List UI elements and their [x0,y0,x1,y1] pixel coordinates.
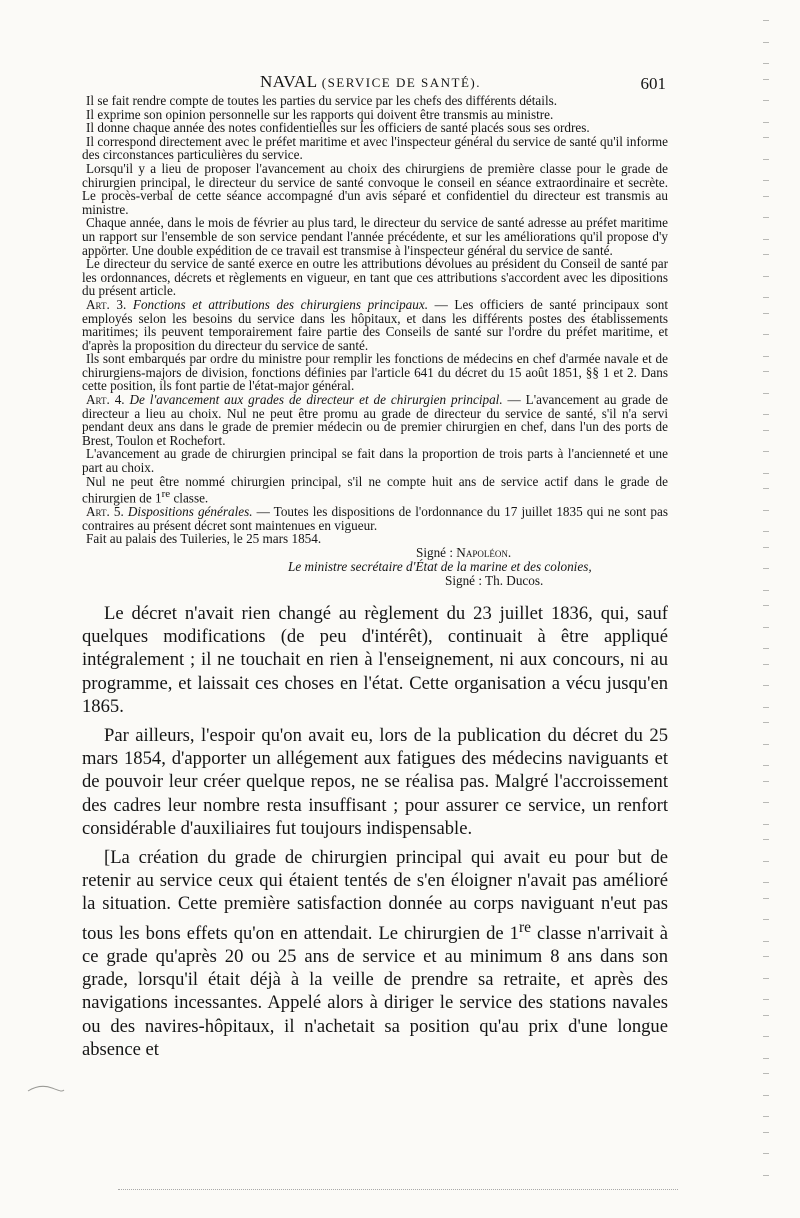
paragraph [82,475,668,506]
signature-ducos: Signé : Th. Ducos. [445,572,544,588]
scan-tick [763,765,769,766]
scan-tick [763,781,769,782]
running-title [260,72,481,92]
scan-tick [763,473,769,474]
scan-tick [763,313,769,314]
scan-tick [763,42,769,43]
paragraph: Ils sont embarqués par ordre du ministre pour remplir les fonctions de médecins en chef d'armée navale et de chirurgiens-majors de division, fonctions définies par l'article 641 du décret du 15 août 1851, §§ 1 et 2. Dans cette position, ils font partie de l'état-major général. [82,351,668,394]
scan-tick [763,568,769,569]
scan-tick [763,547,769,548]
scan-tick [763,63,769,64]
scan-tick [763,1015,769,1016]
document-page [82,66,668,1067]
running-title-sub: (SERVICE DE SANTÉ). [321,75,481,90]
text-run: Nul ne peut être nommé chirurgien principal, s'il ne compte huit ans de service actif dans le grade de chirurgien de 1 [82,473,668,506]
scan-tick [763,999,769,1000]
paragraph: Lorsqu'il y a lieu de proposer l'avancement au choix des chirurgiens de première classe pour le grade de chirurgien principal, le directeur du service de santé convoque le conseil en séance extraordinaire et secrète. Le procès-verbal de cette séance accompagné d'un avis séparé et confidentiel du directeur est transmis au ministre. [82,160,668,217]
scan-tick [763,1073,769,1074]
scan-tick [763,196,769,197]
scan-tick [763,978,769,979]
scan-tick [763,122,769,123]
scan-tick [763,802,769,803]
scan-tick [763,20,769,21]
closing-line: Fait au palais des Tuileries, le 25 mars 1854. [86,531,322,547]
paragraph: Par ailleurs, l'espoir qu'on avait eu, lors de la publication du décret du 25 mars 1854, d'apporter un allégement aux fatigues des médecins naviguants et de pouvoir leur créer quelque repos, ne se réalisa pas. Malgré l'accroissement des cadres leur nombre resta insuffisant ; pour assurer ce service, un renfort considérable d'auxiliaires fut toujours indispensable. [82,725,668,839]
scan-tick [763,1036,769,1037]
ink-smudge-mark [26,1082,66,1096]
scan-tick [763,1095,769,1096]
scan-tick [763,100,769,101]
article-title: De l'avancement aux grades de directeur et de chirurgien principal. [129,392,503,408]
scan-tick [763,648,769,649]
scan-tick [763,605,769,606]
article-title: Dispositions générales. [127,504,253,520]
paragraph [82,846,668,1061]
scan-tick [763,1153,769,1154]
scan-tick [763,137,769,138]
article-5 [82,505,668,532]
scan-tick [763,707,769,708]
scan-tick [763,664,769,665]
scan-tick [763,488,769,489]
scan-tick [763,956,769,957]
signature-napoleon [82,546,668,560]
scan-tick [763,531,769,532]
scan-tick [763,1058,769,1059]
article-text: — L'avancement au grade de directeur a lieu au choix. Nul ne peut être promu au grade de directeur du service de santé, s'il n'a servi pendant deux ans dans le grade de premier médecin ou de premier chirurgien en chef, dans l'un des ports de Brest, Toulon et Rochefort. [82,392,668,448]
scan-tick [763,744,769,745]
scan-tick [763,371,769,372]
scan-tick [763,839,769,840]
running-title-main: NAVAL [260,72,317,91]
scan-tick [763,510,769,511]
article-label: Art. 5. [86,504,124,520]
margin-scan-marks [760,20,774,1200]
paragraph: L'avancement au grade de chirurgien principal se fait dans la proportion de trois parts à l'ancienneté et une part au choix. [82,446,668,476]
scan-tick [763,824,769,825]
signature-name: Napoléon. [456,544,512,560]
scan-tick [763,393,769,394]
article-4 [82,393,668,447]
signature-block [82,546,668,588]
scan-tick [763,919,769,920]
scan-tick [763,239,769,240]
commentary-text [82,602,668,1061]
scan-tick [763,1116,769,1117]
paragraph: Chaque année, dans le mois de février au plus tard, le directeur du service de santé adresse au préfet maritime un rapport sur l'ensemble de son service pendant l'année précédente, et sur les améliorations qu'il propose d'y appörter. Une double expédition de ce travail est transmise à l'inspecteur général du service de santé. [82,215,668,258]
article-title: Fonctions et attributions des chirurgiens principaux. [132,296,429,312]
article-3 [82,298,668,352]
scan-tick [763,254,769,255]
decree-text [82,94,668,546]
scan-tick [763,590,769,591]
scan-tick [763,180,769,181]
scan-tick [763,898,769,899]
scan-tick [763,722,769,723]
paragraph: Le décret n'avait rien changé au règlement du 23 juillet 1836, qui, sauf quelques modifications (de peu d'intérêt), continuait à être appliqué intégralement ; il ne touchait en rien à l'enseignement, ni aux concours, ni au programme, et laissait ces choses en l'état. Cette organisation a vécu jusqu'en 1865. [82,602,668,717]
scan-tick [763,276,769,277]
article-text: — Les officiers de santé principaux sont employés selon les besoins du service dans les hôpitaux, et dans les différents postes des établissements maritimes; ils peuvent temporairement faire partie des Conseils de santé sur l'ordre du préfet maritime, et d'après la proposition du directeur du service de santé. [82,296,669,353]
scan-tick [763,414,769,415]
bottom-scan-rule [118,1189,678,1192]
scan-tick [763,297,769,298]
scan-tick [763,451,769,452]
running-header [82,66,668,94]
scan-tick [763,1132,769,1133]
paragraph: Il exprime son opinion personnelle sur les rapports qui doivent être transmis au ministre. [86,106,554,122]
scan-tick [763,159,769,160]
article-label: Art. 3. [86,296,127,312]
scan-tick [763,1175,769,1176]
paragraph: Il donne chaque année des notes confidentielles sur les officiers de santé placés sous ses ordres. [86,120,590,136]
scan-tick [763,334,769,335]
superscript: re [161,488,171,501]
text-run: [La création du grade de chirurgien principal qui avait eu pour but de retenir au service ceux qui étaient tentés de s'en éloigner n'avait pas amélioré la situation. Cette première satisfaction donnée au corps naviguant n'eut pas tous les bons effets qu'on en attendait. Le chirurgien de 1 [82,847,668,944]
article-text: — Toutes les dispositions de l'ordonnance du 17 juillet 1835 qui ne sont pas contraires au présent décret sont maintenues en vigueur. [82,504,668,533]
paragraph: Le directeur du service de santé exerce en outre les attributions dévolues au président du Conseil de santé par les ordonnances, décrets et règlements en vigueur, en tant que ces attributions s'accordent avec les dipositions du présent article. [82,256,668,299]
scan-tick [763,685,769,686]
page-number: 601 [640,74,666,93]
paragraph: Il se fait rendre compte de toutes les parties du service par les chefs des différents détails. [86,93,558,108]
scan-tick [763,217,769,218]
scan-tick [763,882,769,883]
article-label: Art. 4. [86,392,125,408]
superscript: re [518,918,532,936]
minister-title: Le ministre secrétaire d'État de la marine et des colonies, [288,558,592,574]
scan-tick [763,356,769,357]
scan-tick [763,430,769,431]
scan-tick [763,941,769,942]
text-run: classe n'arrivait à ce grade qu'après 20 ou 25 ans de service et au minimum 8 ans dans son grade, lorsqu'il était déjà à la veille de prendre sa retraite, et après des navigations incessantes. Appelé alors à diriger le service des stations navales ou des navires-hôpitaux, il n'achetait sa position qu'au prix d'une longue absence et [82,922,668,1060]
scan-tick [763,861,769,862]
scan-tick [763,79,769,80]
scan-tick [763,627,769,628]
signature-prefix: Signé : [416,544,457,560]
text-run: classe. [170,490,209,506]
paragraph: Il correspond directement avec le préfet maritime et avec l'inspecteur général du service de santé qu'il informe des circonstances particulières du service. [82,133,668,163]
